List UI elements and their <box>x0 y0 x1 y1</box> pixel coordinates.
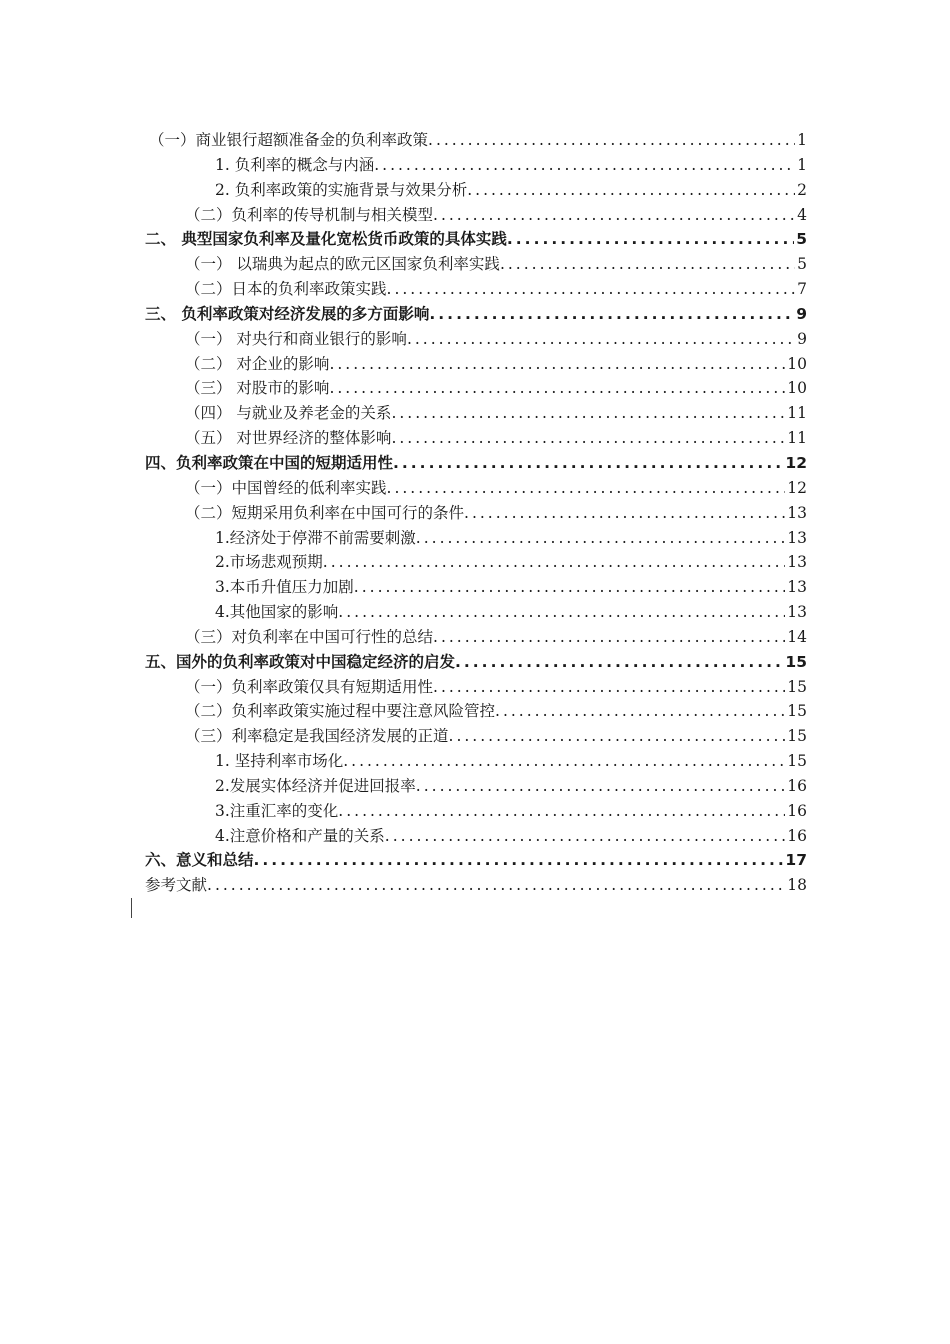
toc-dot-leader <box>407 327 795 352</box>
toc-dot-leader <box>207 873 785 898</box>
toc-entry-title: 1.经济处于停滞不前需要刺激 <box>215 528 416 547</box>
toc-dot-leader <box>455 650 783 675</box>
toc-entry-title: （一） 以瑞典为起点的欧元区国家负利率实践 <box>185 255 500 274</box>
toc-page-number: 9 <box>797 329 807 348</box>
toc-entry-title: 四、负利率政策在中国的短期适用性 <box>145 453 394 472</box>
toc-entry-title: （五） 对世界经济的整体影响 <box>185 429 392 448</box>
toc-page-number: 9 <box>796 304 807 323</box>
toc-page-number: 12 <box>785 453 807 472</box>
toc-dot-leader <box>385 824 785 849</box>
toc-entry-title: （二）负利率政策实施过程中要注意风险管控 <box>185 702 496 721</box>
toc-dot-leader <box>433 675 785 700</box>
text-cursor <box>131 898 132 918</box>
toc-entry-title: （四） 与就业及养老金的关系 <box>185 404 392 423</box>
toc-dot-leader <box>329 376 785 401</box>
toc-page-number: 12 <box>787 478 807 497</box>
toc-entry-title: （一）商业银行超额准备金的负利率政策 <box>149 131 429 149</box>
toc-page-number: 5 <box>796 230 807 249</box>
toc-entry[interactable] <box>145 302 807 327</box>
toc-entry-title: 参考文献 <box>145 876 208 895</box>
toc-page-number: 15 <box>787 752 807 771</box>
toc-dot-leader <box>449 724 786 749</box>
toc-entry-title: 五、国外的负利率政策对中国稳定经济的启发 <box>145 652 456 671</box>
toc-dot-leader <box>338 799 785 824</box>
toc-page-number: 7 <box>797 280 807 299</box>
toc-entry[interactable] <box>145 824 807 849</box>
toc-page-number: 18 <box>787 876 807 895</box>
toc-entry[interactable] <box>145 600 807 625</box>
toc-entry[interactable] <box>145 550 807 575</box>
toc-dot-leader <box>391 401 785 426</box>
toc-dot-leader <box>416 774 785 799</box>
toc-dot-leader <box>464 501 785 526</box>
toc-entry-title: （三） 对股市的影响 <box>185 379 330 398</box>
toc-page-number: 5 <box>797 255 807 274</box>
toc-entry-title: 二、 典型国家负利率及量化宽松货币政策的具体实践 <box>145 230 507 249</box>
toc-page-number: 17 <box>785 851 807 870</box>
toc-entry[interactable] <box>145 650 807 675</box>
toc-dot-leader <box>254 848 784 873</box>
toc-entry-title: （二）负利率的传导机制与相关模型 <box>185 205 434 224</box>
toc-page-number: 15 <box>785 652 807 671</box>
toc-entry[interactable] <box>145 476 807 501</box>
toc-entry[interactable] <box>145 799 807 824</box>
toc-dot-leader <box>323 550 785 575</box>
toc-page-number: 2 <box>797 180 807 199</box>
toc-entry[interactable] <box>145 128 807 153</box>
toc-entry[interactable] <box>145 426 807 451</box>
toc-page-number: 15 <box>787 727 807 746</box>
toc-entry[interactable] <box>145 327 807 352</box>
toc-entry-title: 3.本币升值压力加剧 <box>215 578 354 597</box>
toc-entry[interactable] <box>145 401 807 426</box>
toc-entry-title: （一） 对央行和商业银行的影响 <box>185 329 407 348</box>
toc-entry[interactable] <box>145 227 807 252</box>
toc-page-number: 10 <box>787 379 807 398</box>
toc-dot-leader <box>374 153 795 178</box>
toc-dot-leader <box>433 625 785 650</box>
toc-entry-title: （一）中国曾经的低利率实践 <box>185 478 387 497</box>
toc-dot-leader <box>387 277 796 302</box>
toc-entry-title: 六、意义和总结 <box>145 851 254 870</box>
toc-entry-title: （三）对负利率在中国可行性的总结 <box>185 627 434 646</box>
toc-dot-leader <box>428 128 795 153</box>
toc-page-number: 1 <box>797 131 807 149</box>
toc-page-number: 13 <box>787 528 807 547</box>
toc-entry[interactable] <box>145 675 807 700</box>
toc-page-number: 11 <box>787 429 807 448</box>
toc-page-number: 16 <box>787 826 807 845</box>
toc-page-number: 16 <box>787 776 807 795</box>
toc-entry-title: （一）负利率政策仅具有短期适用性 <box>185 677 434 696</box>
toc-dot-leader <box>338 600 785 625</box>
toc-dot-leader <box>387 476 786 501</box>
toc-dot-leader <box>354 575 785 600</box>
toc-entry-title: （二） 对企业的影响 <box>185 354 330 373</box>
toc-entry-title: 2. 负利率政策的实施背景与效果分析 <box>215 180 468 199</box>
toc-entry[interactable] <box>145 724 807 749</box>
toc-dot-leader <box>329 352 785 377</box>
toc-page-number: 13 <box>787 578 807 597</box>
toc-page-number: 13 <box>787 503 807 522</box>
toc-entry-title: 1. 坚持利率市场化 <box>215 752 344 771</box>
toc-entry[interactable] <box>145 203 807 228</box>
toc-page-number: 11 <box>787 404 807 423</box>
toc-entry[interactable] <box>145 625 807 650</box>
toc-entry[interactable] <box>145 848 807 873</box>
toc-page-number: 14 <box>787 627 807 646</box>
toc-page-number: 15 <box>787 702 807 721</box>
toc-entry[interactable] <box>145 501 807 526</box>
toc-entry-title: 4.注意价格和产量的关系 <box>215 826 385 845</box>
toc-entry[interactable] <box>145 774 807 799</box>
table-of-contents <box>145 128 807 898</box>
toc-entry[interactable] <box>145 376 807 401</box>
toc-page-number: 1 <box>797 155 807 174</box>
toc-page-number: 15 <box>787 677 807 696</box>
toc-dot-leader <box>467 178 795 203</box>
toc-entry[interactable] <box>145 749 807 774</box>
toc-dot-leader <box>500 252 795 277</box>
toc-dot-leader <box>495 699 785 724</box>
toc-entry[interactable] <box>145 352 807 377</box>
toc-page-number: 13 <box>787 553 807 572</box>
toc-entry[interactable] <box>145 277 807 302</box>
toc-entry[interactable] <box>145 178 807 203</box>
toc-dot-leader <box>433 203 795 228</box>
toc-page-number: 16 <box>787 801 807 820</box>
toc-entry-title: （三）利率稳定是我国经济发展的正道 <box>185 727 449 746</box>
toc-entry[interactable] <box>145 252 807 277</box>
toc-entry[interactable] <box>145 873 807 898</box>
toc-page-number: 10 <box>787 354 807 373</box>
toc-dot-leader <box>416 526 785 551</box>
toc-entry[interactable] <box>145 153 807 178</box>
toc-entry-title: 3.注重汇率的变化 <box>215 801 339 820</box>
toc-entry[interactable] <box>145 526 807 551</box>
toc-entry-title: （二）日本的负利率政策实践 <box>185 280 387 299</box>
toc-entry-title: 2.发展实体经济并促进回报率 <box>215 776 416 795</box>
toc-dot-leader <box>507 227 794 252</box>
toc-dot-leader <box>429 302 794 327</box>
toc-dot-leader <box>391 426 785 451</box>
toc-entry-title: 三、 负利率政策对经济发展的多方面影响 <box>145 304 430 323</box>
toc-entry-title: 1. 负利率的概念与内涵 <box>215 155 375 174</box>
toc-dot-leader <box>393 451 783 476</box>
toc-entry-title: 4.其他国家的影响 <box>215 603 339 622</box>
toc-entry-title: 2.市场悲观预期 <box>215 553 323 572</box>
toc-entry[interactable] <box>145 575 807 600</box>
toc-entry-title: （二）短期采用负利率在中国可行的条件 <box>185 503 465 522</box>
toc-entry[interactable] <box>145 699 807 724</box>
toc-entry[interactable] <box>145 451 807 476</box>
toc-page-number: 13 <box>787 603 807 622</box>
toc-dot-leader <box>343 749 785 774</box>
toc-page-number: 4 <box>797 205 807 224</box>
